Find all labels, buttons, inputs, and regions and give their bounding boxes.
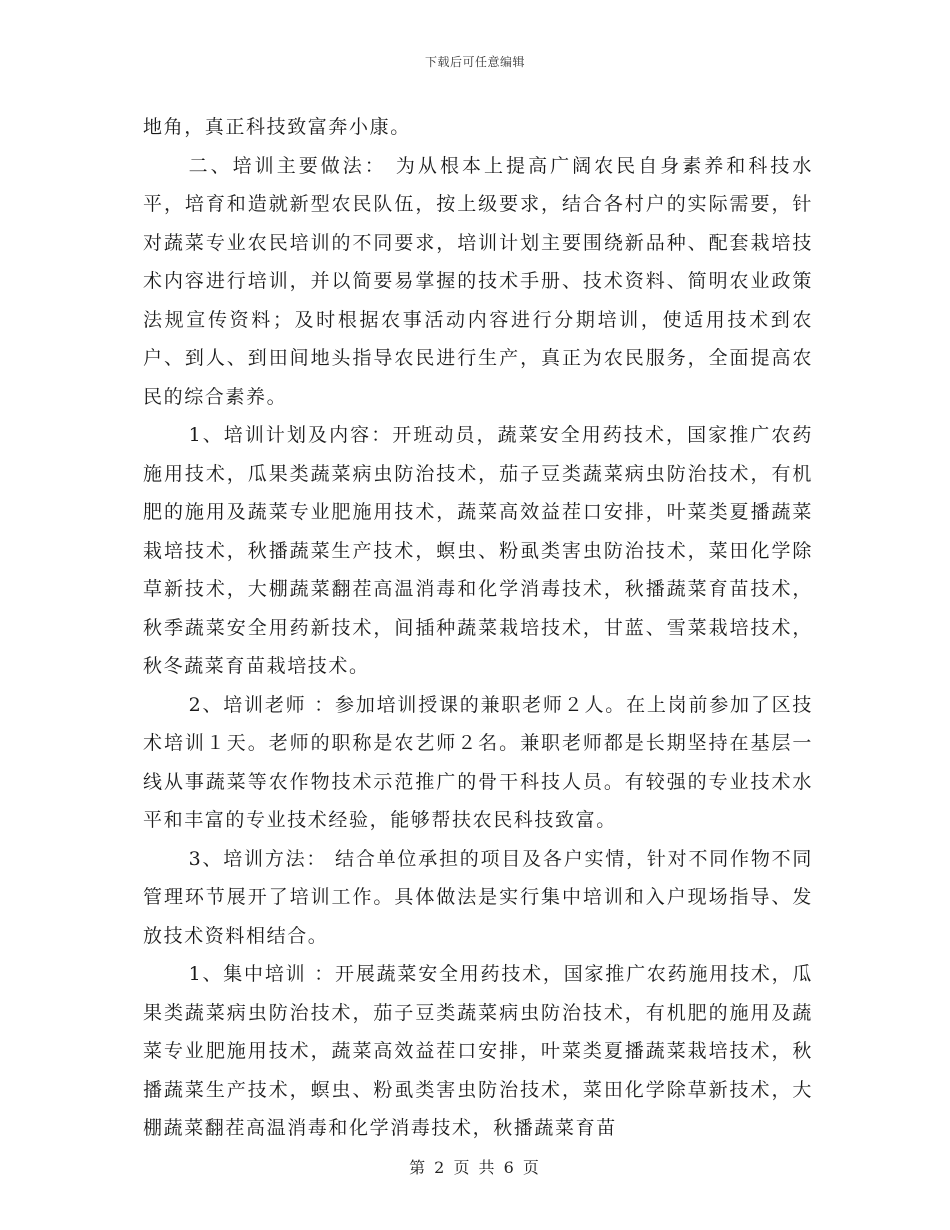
paragraph-centralized-training: 1、集中培训 ：开展蔬菜安全用药技术，国家推广农药施用技术，瓜果类蔬菜病虫防治技术，茄子豆类蔬菜病虫防治技术，有机肥的施用及蔬菜专业肥施用技术，蔬菜高效益茬口安排，叶菜类夏播蔬菜栽培技术，秋播蔬菜生产技术，螟虫、粉虱类害虫防治技术，菜田化学除草新技术，大棚蔬菜翻茬高温消毒和化学消毒技术，秋播蔬菜育苗 — [143, 963, 813, 1139]
page-header: 下载后可任意编辑 — [424, 55, 525, 69]
paragraph-training-methods: 3、培训方法： 结合单位承担的项目及各户实情，针对不同作物不同管理环节展开了培训工作。具体做法是实行集中培训和入户现场指导、发放技术资料相结合。 — [143, 847, 813, 947]
paragraph-continuation: 地角，真正科技致富奔小康。 — [143, 116, 411, 138]
document-body — [143, 108, 813, 1148]
paragraph-training-approach: 二、培训主要做法： 为从根本上提高广阔农民自身素养和科技水平，培育和造就新型农民队伍，按上级要求，结合各村户的实际需要，针对蔬菜专业农民培训的不同要求，培训计划主要围绕新品种、配套栽培技术内容进行培训，并以简要易掌握的技术手册、技术资料、简明农业政策法规宣传资料；及时根据农事活动内容进行分期培训，使适用技术到农户、到人、到田间地头指导农民进行生产，真正为农民服务，全面提高农民的综合素养。 — [143, 154, 813, 408]
page-number-footer: 第 2 页 共 6 页 — [409, 1158, 541, 1177]
paragraph-training-plan: 1、培训计划及内容：开班动员，蔬菜安全用药技术，国家推广农药施用技术，瓜果类蔬菜病虫防治技术，茄子豆类蔬菜病虫防治技术，有机肥的施用及蔬菜专业肥施用技术，蔬菜高效益茬口安排，叶菜类夏播蔬菜栽培技术，秋播蔬菜生产技术，螟虫、粉虱类害虫防治技术，菜田化学除草新技术，大棚蔬菜翻茬高温消毒和化学消毒技术，秋播蔬菜育苗技术，秋季蔬菜安全用药新技术，间插种蔬菜栽培技术，甘蓝、雪菜栽培技术，秋冬蔬菜育苗栽培技术。 — [143, 424, 813, 677]
paragraph-training-teachers: 2、培训老师 ：参加培训授课的兼职老师２人。在上岗前参加了区技术培训１天。老师的职称是农艺师２名。兼职老师都是长期坚持在基层一线从事蔬菜等农作物技术示范推广的骨干科技人员。有较强的专业技术水平和丰富的专业技术经验，能够帮扶农民科技致富。 — [143, 693, 813, 831]
